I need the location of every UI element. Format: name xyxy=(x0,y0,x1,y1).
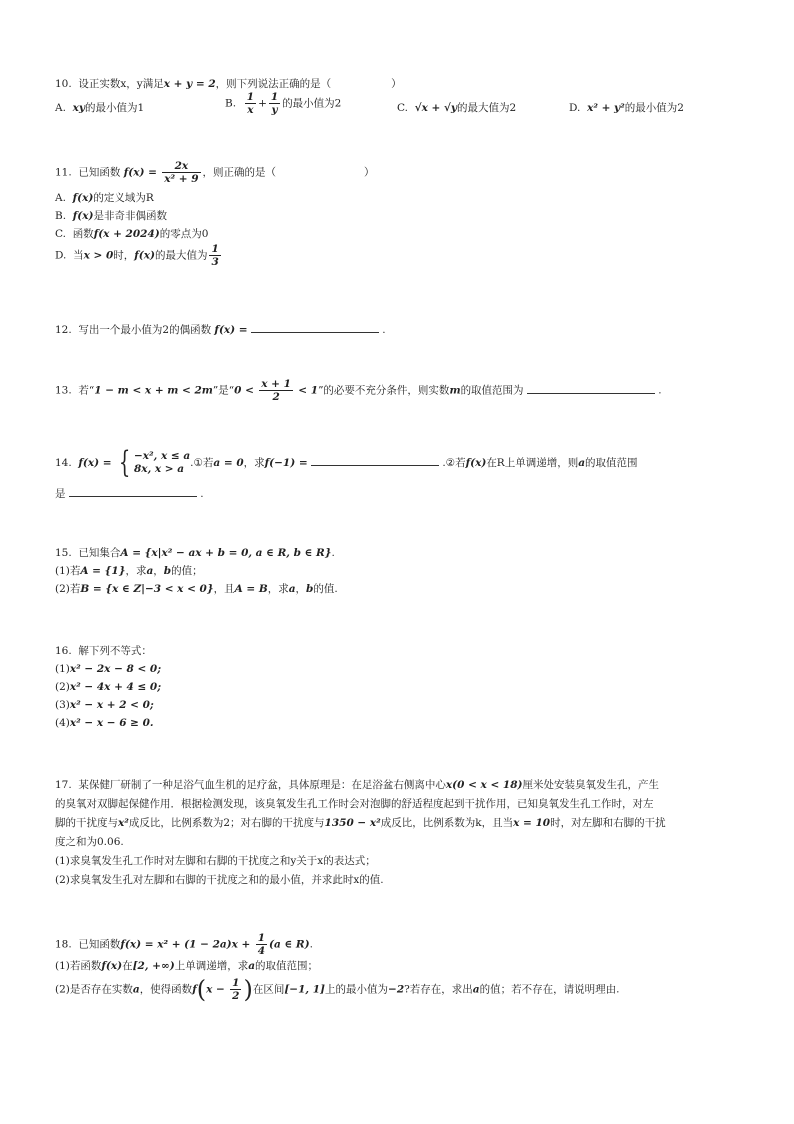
stem-math: f(x) = xyxy=(214,324,248,336)
fraction: $\frac{1}{4}$ xyxy=(257,932,266,957)
stem-math: f(x) = x² + (1 − 2a)x + xyxy=(120,938,251,951)
piecewise-cases: −x², x ≤ a 8x, x > a xyxy=(134,450,191,475)
option-c xyxy=(397,99,516,117)
stem-math: x = 10 xyxy=(513,817,551,829)
answer-blank[interactable] xyxy=(251,320,379,333)
stem-text: .①若 xyxy=(190,457,214,469)
fraction: $\frac{1}{3}$ xyxy=(211,243,219,268)
inequality-item: (4)x² − x − 6 ≥ 0. xyxy=(55,717,154,729)
stem-math: f(x) xyxy=(465,457,487,469)
option-label: D. xyxy=(569,102,581,114)
question-12 xyxy=(55,320,755,339)
stem-math: f(−1) = xyxy=(264,457,308,469)
stem-text: 写出一个最小值为2的偶函数 xyxy=(78,324,212,336)
stem-text: 已知函数 xyxy=(78,938,121,951)
part-2: (2)是否存在实数a，使得函数f(x − $\frac{1}{2}$ )在区间[−1, 1]上的最小值为−2?若存在，求出a的值；若不存在，请说明理由. xyxy=(55,975,620,1004)
option-text: 的最小值为2 xyxy=(624,102,684,114)
question-number: 13. xyxy=(55,384,72,397)
stem-text: ”的必要不充分条件，则实数 xyxy=(318,384,450,397)
stem-math: x(0 < x < 18) xyxy=(445,779,523,791)
answer-blank-2[interactable] xyxy=(69,484,197,497)
option-math: x² + y² xyxy=(587,102,625,114)
question-number: 15. xyxy=(55,547,72,559)
stem-text: . xyxy=(382,324,386,336)
stem-text: . xyxy=(331,547,335,559)
question-11-stem xyxy=(55,160,755,185)
part-1: (1)求臭氧发生孔工作时对左脚和右脚的干扰度之和y关于x的表达式； xyxy=(55,855,376,867)
fraction: $\frac{1}{x}$ xyxy=(246,91,255,116)
stem-text: 厘米处安装臭氧发生孔，产生 xyxy=(522,779,659,791)
part-1: (1)若A = {1}，求a，b的值； xyxy=(55,565,203,577)
question-number: 16. xyxy=(55,645,72,657)
stem-math: x² xyxy=(118,817,129,829)
inequality-item: (2)x² − 4x + 4 ≤ 0; xyxy=(55,681,162,693)
question-10-options xyxy=(55,93,755,123)
stem-text: 脚的干扰度与 xyxy=(55,817,118,829)
stem-text: 某保健厂研制了一种足浴气血生机的足疗盆，具体原理是：在足浴盆右侧离中心 xyxy=(78,779,446,791)
question-14 xyxy=(55,445,755,503)
option-label: A. xyxy=(55,102,66,114)
inequality-item: (1)x² − 2x − 8 < 0; xyxy=(55,663,162,675)
stem-text: 的臭氧对双脚起保健作用．根据检测发现，该臭氧发生孔工作时会对泡脚的舒适程度起到干扰作用，已知臭氧发生孔工作时，对左 xyxy=(55,798,654,810)
question-10 xyxy=(55,75,755,123)
stem-math: a = 0 xyxy=(213,457,244,469)
question-17 xyxy=(55,776,755,890)
stem-math: A = {x|x² − ax + b = 0, a ∈ R, b ∈ R} xyxy=(120,547,332,559)
question-11 xyxy=(55,160,755,268)
stem-text: 的取值范围为 xyxy=(460,384,524,397)
question-10-stem xyxy=(55,75,755,93)
stem-text: 成反比，比例系数为2；对右脚的干扰度与 xyxy=(128,817,325,829)
option-a xyxy=(55,99,144,117)
option-text: 的最小值为2 xyxy=(282,97,342,110)
stem-text: 解下列不等式： xyxy=(78,645,152,657)
option-label: B. xyxy=(225,97,237,110)
option-b: B. f(x)是非奇非偶函数 xyxy=(55,210,167,222)
answer-blank[interactable] xyxy=(527,381,655,394)
question-number: 17. xyxy=(55,779,72,791)
stem-text: 时，对左脚和右脚的干扰 xyxy=(550,817,666,829)
part-2: (2)求臭氧发生孔对左脚和右脚的干扰度之和的最小值，并求此时x的值. xyxy=(55,874,384,886)
option-math: xy xyxy=(72,102,85,114)
stem-math: 1 − m < x + m < 2m xyxy=(94,384,213,397)
option-label: C. xyxy=(397,102,408,114)
option-c: C. 函数f(x + 2024)的零点为0 xyxy=(55,228,209,240)
brace-glyph: { xyxy=(118,445,131,480)
question-15 xyxy=(55,544,755,598)
stem-math: 0 < xyxy=(234,384,254,397)
question-16 xyxy=(55,642,755,732)
option-text: 的最小值为1 xyxy=(84,102,145,114)
answer-blank-1[interactable] xyxy=(311,453,439,466)
stem-text: 的取值范围 xyxy=(585,457,638,469)
fraction: $\frac{2x}{\text{x² + 9}}$ xyxy=(164,160,199,185)
question-number: 18. xyxy=(55,938,72,951)
stem-text: 是 xyxy=(55,488,66,500)
stem-text: ） xyxy=(364,166,375,179)
stem-text: . xyxy=(200,488,204,500)
question-18 xyxy=(55,932,755,1002)
stem-math: x + y = 2 xyxy=(163,78,216,90)
stem-text: .②若 xyxy=(442,457,466,469)
stem-math: f(x) = xyxy=(123,166,157,179)
option-text: 的最大值为2 xyxy=(456,102,517,114)
stem-text: ，则下列说法正确的是（ xyxy=(215,78,332,90)
stem-text: 已知函数 xyxy=(78,166,121,179)
stem-text: 成反比，比例系数为k，且当 xyxy=(380,817,514,829)
question-13 xyxy=(55,378,755,403)
question-number: 12. xyxy=(55,324,72,336)
stem-text: 在R上单调递增，则 xyxy=(486,457,579,469)
stem-math: f(x) = xyxy=(78,457,112,469)
option-d: D. 当x > 0时，f(x)的最大值为 $\frac{1}{3}$ xyxy=(55,243,219,268)
option-d xyxy=(569,99,684,117)
option-a: A. f(x)的定义域为R xyxy=(55,192,154,204)
stem-text: ） xyxy=(391,78,402,90)
stem-math: m xyxy=(449,384,461,397)
inequality-item: (3)x² − x + 2 < 0; xyxy=(55,699,154,711)
fraction: $\frac{1}{y}$ xyxy=(270,91,279,116)
stem-math: (a ∈ R) xyxy=(269,938,310,951)
part-2: (2)若B = {x ∈ Z|−3 < x < 0}，且A = B，求a，b的值. xyxy=(55,583,338,595)
stem-math: 1350 − x² xyxy=(324,817,381,829)
stem-math: a xyxy=(578,457,586,469)
stem-text: ”是“ xyxy=(212,384,235,397)
fraction: $\frac{1}{2}$ xyxy=(232,977,240,1002)
fraction: $\frac{x + 1}{2}$ xyxy=(261,378,291,403)
stem-text: . xyxy=(658,384,662,397)
question-number: 10. xyxy=(55,78,72,90)
stem-text: 若“ xyxy=(78,384,95,397)
option-math: √x + √y xyxy=(414,102,457,114)
question-number: 11. xyxy=(55,166,72,179)
stem-text: ，求 xyxy=(243,457,265,469)
stem-text: 度之和为0.06. xyxy=(55,836,124,848)
stem-text: ，则正确的是（ xyxy=(202,166,277,179)
stem-text: . xyxy=(309,938,313,951)
stem-text: 已知集合 xyxy=(78,547,121,559)
stem-text: 设正实数x，y满足 xyxy=(78,78,164,90)
question-number: 14. xyxy=(55,457,72,469)
part-1: (1)若函数f(x)在[2, +∞)上单调递增，求a的取值范围； xyxy=(55,960,319,972)
stem-math: < 1 xyxy=(298,384,319,397)
option-b: B. $\frac{1}{x}$ + $\frac{1}{y}$ 的最小值为2 xyxy=(225,91,342,116)
